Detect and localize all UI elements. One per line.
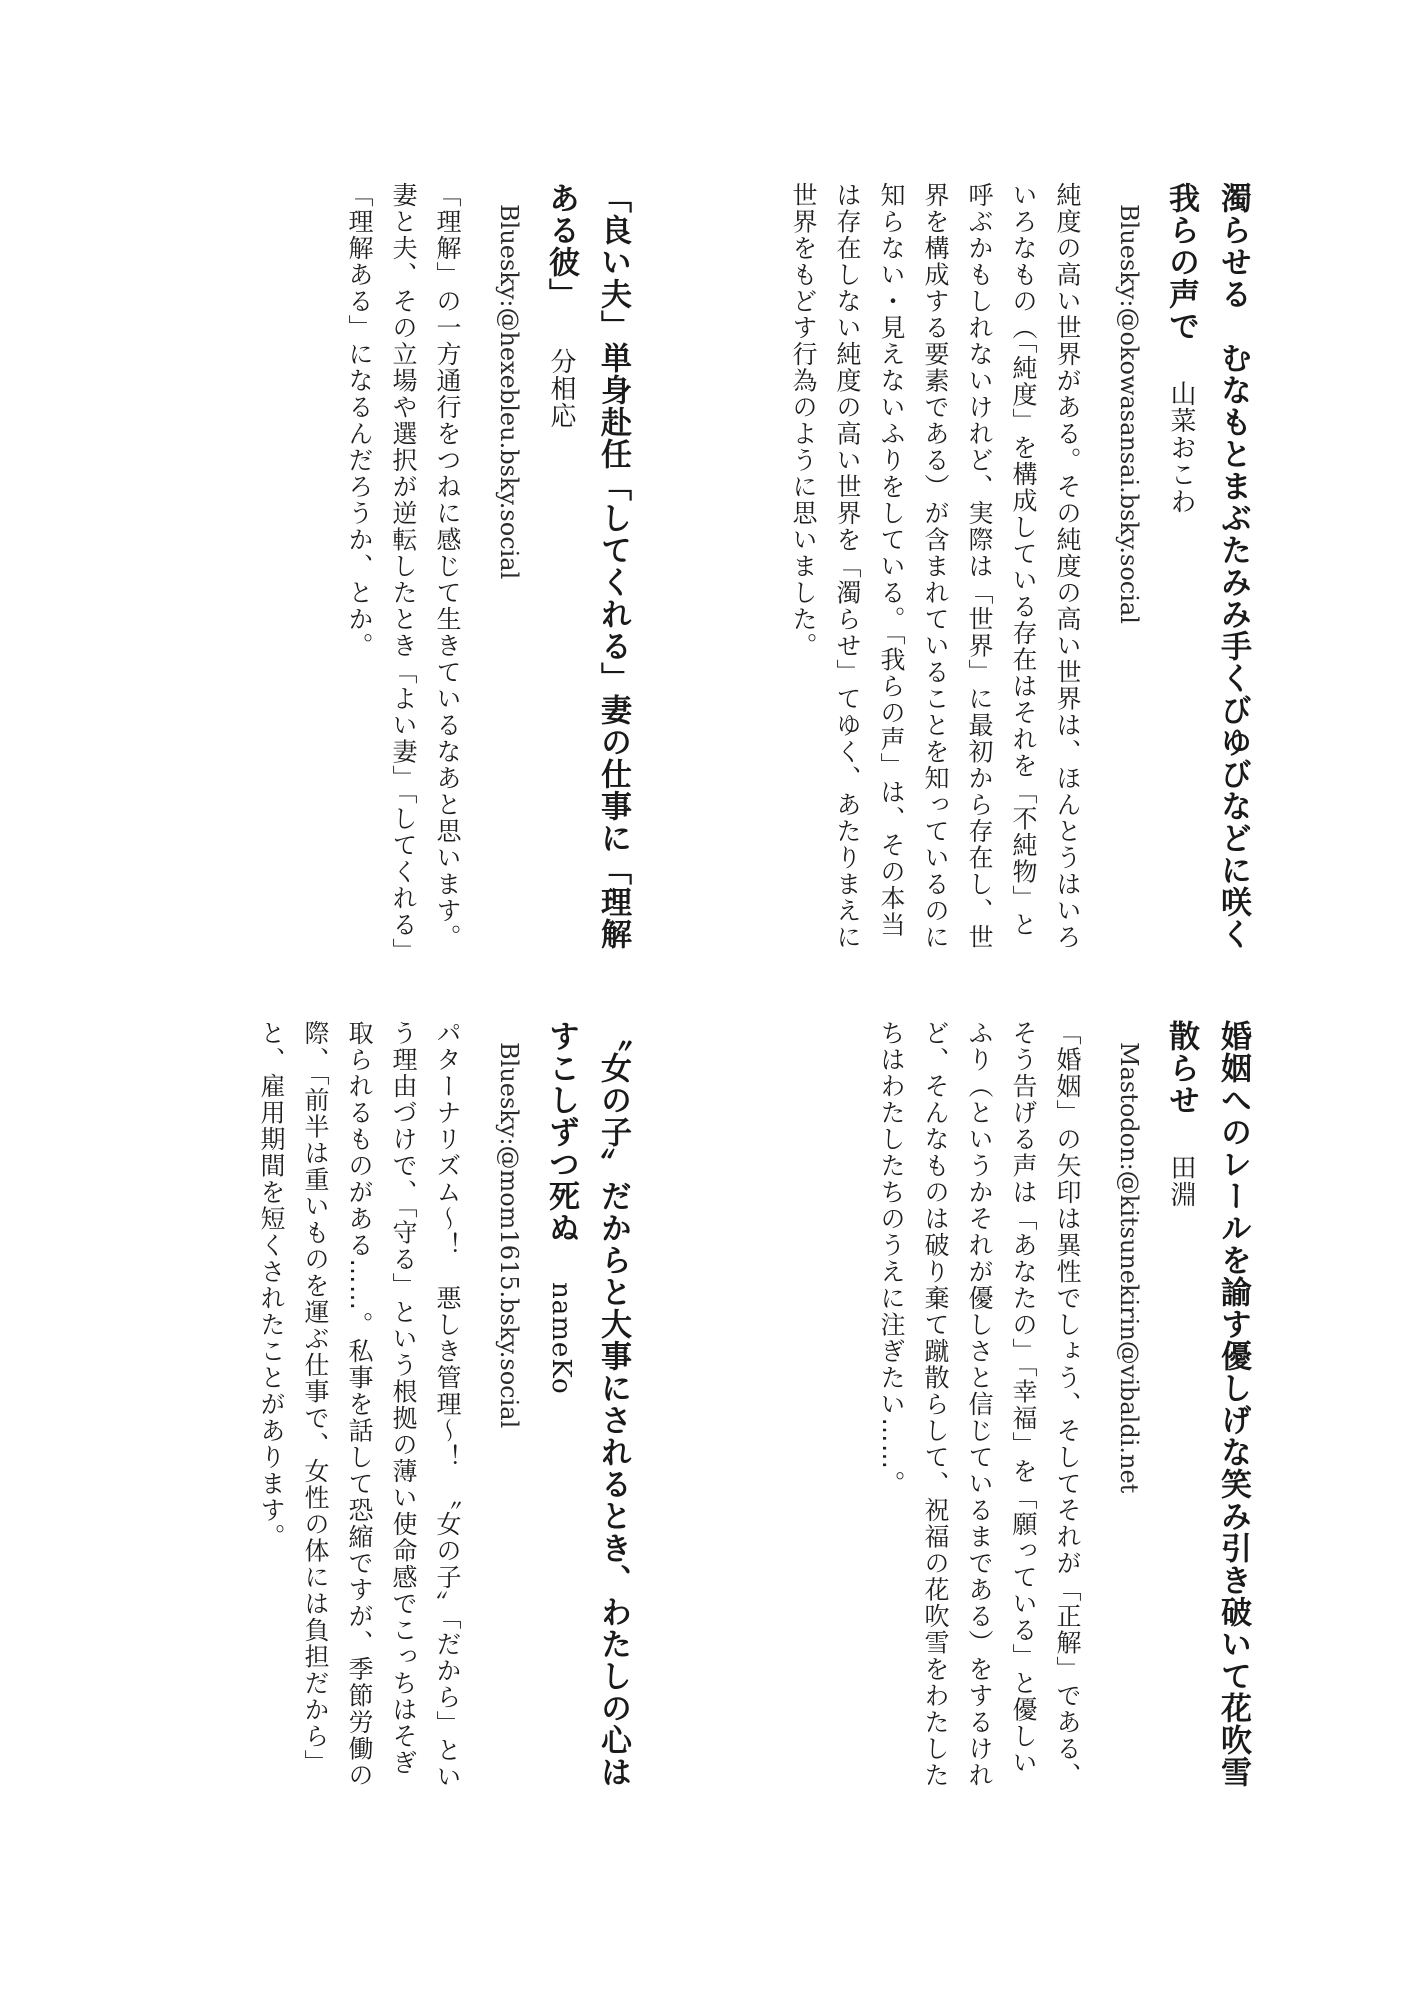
- entry-title: 婚姻へのレールを諭す優しげな笑み引き破いて花吹雪散らせ田淵: [1163, 1020, 1251, 1788]
- entry-account: Bluesky:@hexebleu.bsky.social: [495, 204, 523, 580]
- entry-account: Bluesky:@mom1615.bsky.social: [495, 1042, 523, 1429]
- entry-title: 濁らせる むなもとまぶたみみ手くびゆびなどに咲く我らの声で山菜おこわ: [1163, 182, 1251, 950]
- entry-account: Mastodon:@kitsunekirin@vibaldi.net: [1115, 1042, 1143, 1494]
- entry-2: [337, 182, 639, 952]
- entry-body: 純度の高い世界がある。その純度の高い世界は、ほんとうはいろいろなもの（「純度」を構成している存在はそれを「不純物」と呼ぶかもしれないけれど、実際は「世界」に最初から存在し、世界を構成する要素である）が含まれていることを知っているのに知らない・見えないふりをしている。「我らの声」は、その本当は存在しない純度の高い世界を「濁らせ」てゆく、あたりまえに世界をもどす行為のように思いました。: [789, 182, 1082, 951]
- entry-author: 分相応: [546, 348, 576, 429]
- entry-author: nameKo: [546, 1282, 576, 1395]
- entry-body: パターナリズム〜！ 悪しき管理〜！ 〝女の子〟「だから」という理由づけで、「守る」という根拠の薄い使命感でこっちはそぎ取られるものがある……。私事を話して恐縮ですが、季節労働の際、「前半は重いものを運ぶ仕事で、女性の体には負担だから」と、雇用期間を短くされたことがあります。: [257, 1020, 462, 1790]
- entry-title: 「良い夫」単身赴任「してくれる」妻の仕事に「理解ある彼」分相応: [543, 182, 631, 950]
- entry-author: 田淵: [1166, 1154, 1196, 1208]
- entry-1: [781, 182, 1259, 952]
- entry-account: Bluesky:@okowasansai.bsky.social: [1115, 204, 1143, 624]
- entry-title: 〝女の子〟だからと大事にされるとき、わたしの心はすこしずつ死ぬnameKo: [543, 1020, 631, 1788]
- entry-4: [249, 1020, 639, 1790]
- entry-body: 「婚姻」の矢印は異性でしょう、そしてそれが「正解」である、そう告げる声は「あなたの」「幸福」を「願っている」と優しいふり（というかそれが優しさと信じているまである）をするけれど、そんなものは破り棄て蹴散らして、祝福の花吹雪をわたしたちはわたしたちのうえに注ぎたい……。: [877, 1020, 1082, 1789]
- entry-body: 「理解」の一方通行をつねに感じて生きているなあと思います。妻と夫、その立場や選択が逆転したとき「よい妻」「してくれる」「理解ある」になるんだろうか、とか。: [345, 182, 462, 952]
- entry-author: 山菜おこわ: [1166, 380, 1196, 515]
- entry-3: [869, 1020, 1259, 1790]
